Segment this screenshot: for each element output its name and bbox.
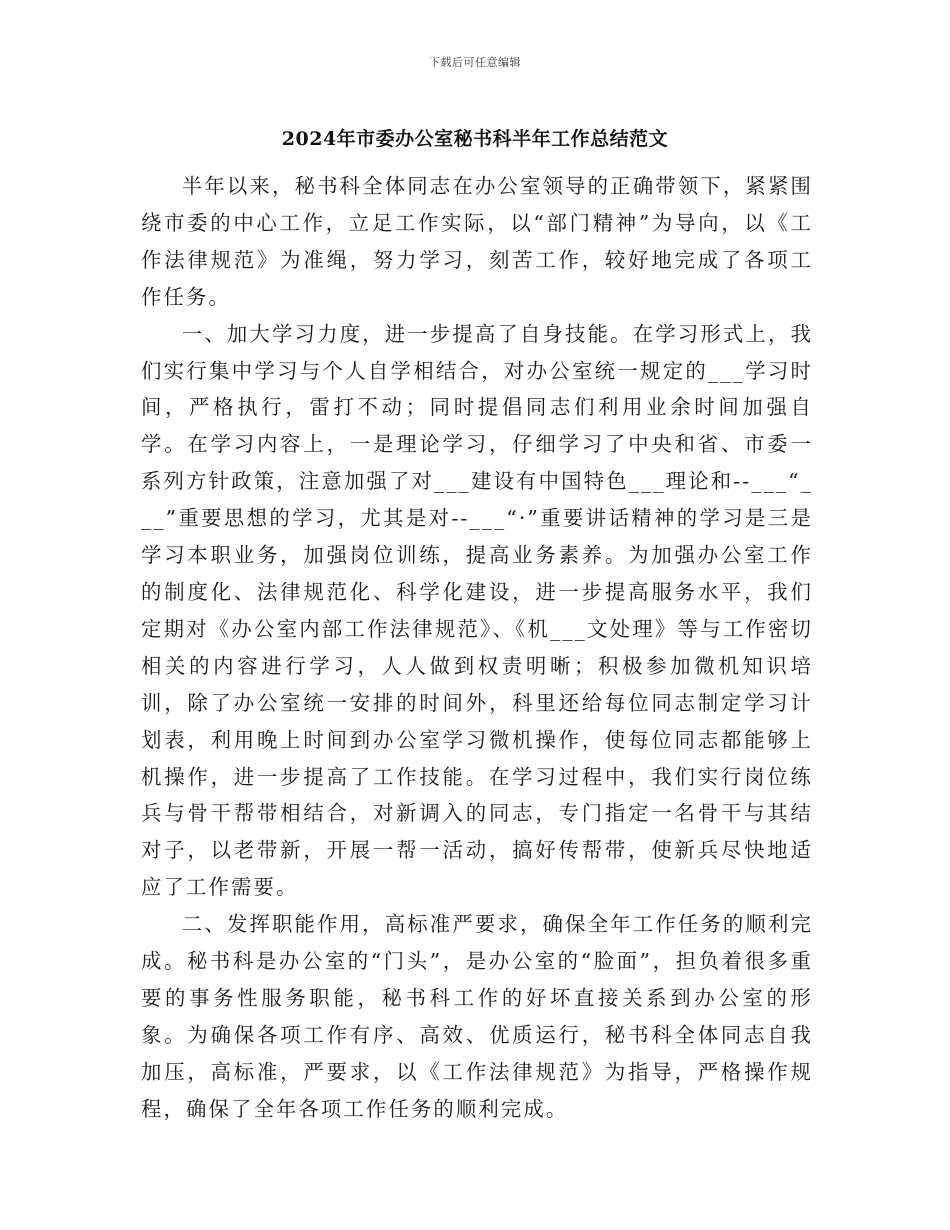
paragraph-section-two: 二、发挥职能作用，高标准严要求，确保全年工作任务的顺利完成。秘书科是办公室的“门头”，是办公室的“脸面”，担负着很多重要的事务性服务职能，秘书科工作的好坏直接关系到办公室的形象。为确保各项工作有序、高效、优质运行，秘书科全体同志自我加压，高标准，严要求，以《工作法律规范》为指导，严格操作规程，确保了全年各项工作任务的顺利完成。 [141, 912, 813, 1121]
header-note: 下载后可任意编辑 [429, 56, 521, 69]
paragraph-section-one: 一、加大学习力度，进一步提高了自身技能。在学习形式上，我们实行集中学习与个人自学相结合，对办公室统一规定的___学习时间，严格执行，雷打不动；同时提倡同志们利用业余时间加强自学。在学习内容上，一是理论学习，仔细学习了中央和省、市委一系列方针政策，注意加强了对___建设有中国特色___理论和--___“___”重要思想的学习，尤其是对--___“·”重要讲话精神的学习是三是学习本职业务，加强岗位训练，提高业务素养。为加强办公室工作的制度化、法律规范化、科学化建设，进一步提高服务水平，我们定期对《办公室内部工作法律规范》、《机___文处理》等与工作密切相关的内容进行学习，人人做到权责明晰；积极参加微机知识培训，除了办公室统一安排的时间外，科里还给每位同志制定学习计划表，利用晚上时间到办公室学习微机操作，使每位同志都能够上机操作，进一步提高了工作技能。在学习过程中，我们实行岗位练兵与骨干帮带相结合，对新调入的同志，专门指定一名骨干与其结对子，以老带新，开展一帮一活动，搞好传帮带，使新兵尽快地适应了工作需要。 [141, 321, 813, 900]
document-body [141, 168, 813, 1128]
document-title: 2024年市委办公室秘书科半年工作总结范文 [281, 128, 669, 150]
paragraph-intro: 半年以来，秘书科全体同志在办公室领导的正确带领下，紧紧围绕市委的中心工作，立足工作实际，以“部门精神”为导向，以《工作法律规范》为准绳，努力学习，刻苦工作，较好地完成了各项工作任务。 [141, 174, 813, 309]
